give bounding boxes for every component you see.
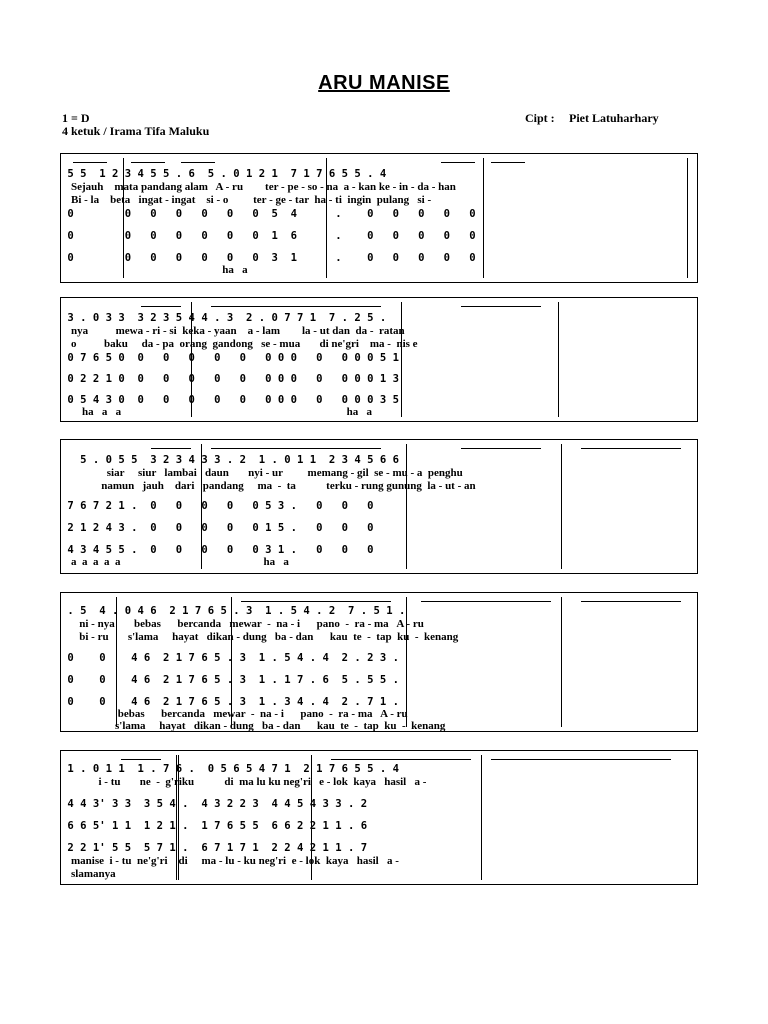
harmony-row: 0 0 4 6 2 1 7 6 5 . 3 1 . 1 7 . 6 5 . 5 5 . <box>61 674 400 686</box>
melody-row: . 5 4 . 0 4 6 2 1 7 6 5 . 3 1 . 5 4 . 2 7 . 5 1 . <box>61 605 406 617</box>
score-system-1 <box>60 153 698 283</box>
beam-line <box>131 162 165 163</box>
harmony-row: 7 6 7 2 1 . 0 0 0 0 0 5 3 . 0 0 0 <box>61 500 374 512</box>
beam-line <box>491 759 671 760</box>
lyric-row: s'lama hayat dikan - dung ba - dan kau te - tap ku - kenang <box>71 720 446 732</box>
lyric-row: Sejauh mata pandang alam A - ru ter - pe - so - na a - kan ke - in - da - han <box>71 181 456 193</box>
meter-info: 4 ketuk / Irama Tifa Maluku <box>62 124 210 138</box>
beam-line <box>491 162 525 163</box>
song-title: ARU MANISE <box>318 72 450 94</box>
lyric-row: o baku da - pa orang gandong se - mua di ne'gri ma - nis e <box>71 338 418 350</box>
beam-line <box>73 162 107 163</box>
lyric-row: ni - nya bebas bercanda mewar - na - i pano - ra - ma A - ru <box>71 618 424 630</box>
melody-row: 1 . 0 1 1 1 . 7 6 . 0 5 6 5 4 7 1 2 1 7 6 5 5 . 4 <box>61 763 400 775</box>
melody-row: 5 . 0 5 5 3 2 3 4 3 3 . 2 1 . 0 1 1 2 3 4 5 6 6 <box>61 454 400 466</box>
beam-line <box>441 162 475 163</box>
beam-line <box>181 162 215 163</box>
score-system-3 <box>60 439 698 574</box>
harmony-row: 0 5 4 3 0 0 0 0 0 0 0 0 0 0 0 0 0 3 5 <box>61 394 400 406</box>
lyric-row: bebas bercanda mewar - na - i pano - ra - ma A - ru <box>71 708 408 720</box>
harmony-row: 2 2 1' 5 5 5 7 1 . 6 7 1 7 1 2 2 4 2 1 1 . 7 <box>61 842 368 854</box>
score-system-5 <box>60 750 698 885</box>
beam-line <box>461 306 541 307</box>
composer-label: Cipt : <box>525 111 555 125</box>
beam-line <box>211 306 381 307</box>
harmony-row: 2 1 2 4 3 . 0 0 0 0 0 1 5 . 0 0 0 <box>61 522 374 534</box>
beam-line <box>581 448 681 449</box>
melody-row: 5 5 1 2 3 4 5 5 . 6 5 . 0 1 2 1 7 1 7 6 5 5 . 4 <box>61 168 387 180</box>
lyric-row: nya mewa - ri - si keka - yaan a - lam la - ut dan da - ratan <box>71 325 405 337</box>
lyric-row: i - tu ne - g'riku di ma lu ku neg'ri e - lok kaya hasil a - <box>71 776 427 788</box>
harmony-row: 0 0 0 0 0 0 0 5 4 . 0 0 0 0 0 <box>61 208 476 220</box>
harmony-row: 0 0 4 6 2 1 7 6 5 . 3 1 . 5 4 . 4 2 . 2 3 . <box>61 652 400 664</box>
harmony-row: 0 0 4 6 2 1 7 6 5 . 3 1 . 3 4 . 4 2 . 7 1 . <box>61 696 400 708</box>
composer-name: Piet Latuharhary <box>569 111 659 125</box>
harmony-row: 4 3 4 5 5 . 0 0 0 0 0 3 1 . 0 0 0 <box>61 544 374 556</box>
key-signature: 1 = D <box>62 111 90 125</box>
lyric-row: a a a a a ha a <box>71 556 289 568</box>
lyric-row: siar siur lambai daun nyi - ur memang - gil se - mu - a penghu <box>71 467 463 479</box>
score-system-4 <box>60 592 698 732</box>
harmony-row: 0 0 0 0 0 0 0 1 6 . 0 0 0 0 0 <box>61 230 476 242</box>
beam-line <box>461 448 541 449</box>
beam-line <box>241 601 391 602</box>
beam-line <box>331 759 471 760</box>
lyric-row: manise i - tu ne'g'ri di ma - lu - ku neg'ri e - lok kaya hasil a - <box>71 855 399 867</box>
lyric-row: Bi - la beta ingat - ingat si - o ter - ge - tar ha - ti ingin pulang si - <box>71 194 432 206</box>
lyric-row: namun jauh dari pandang ma - ta terku - rung gunung la - ut - an <box>71 480 476 492</box>
harmony-row: 6 6 5' 1 1 1 2 1 . 1 7 6 5 5 6 6 2 2 1 1 . 6 <box>61 820 368 832</box>
melody-row: 3 . 0 3 3 3 2 3 5 4 4 . 3 2 . 0 7 7 1 7 . 2 5 . <box>61 312 387 324</box>
lyric-row: ha a <box>71 264 248 276</box>
lyric-row: slamanya <box>71 868 116 880</box>
beam-line <box>581 601 681 602</box>
beam-line <box>211 448 381 449</box>
harmony-row: 4 4 3' 3 3 3 5 4 . 4 3 2 2 3 4 4 5 4 3 3 . 2 <box>61 798 368 810</box>
harmony-row: 0 7 6 5 0 0 0 0 0 0 0 0 0 0 0 0 0 5 1 <box>61 352 400 364</box>
harmony-row: 0 2 2 1 0 0 0 0 0 0 0 0 0 0 0 0 0 1 3 <box>61 373 400 385</box>
beam-line <box>141 306 181 307</box>
score-system-2 <box>60 297 698 422</box>
beam-line <box>121 759 161 760</box>
harmony-row: 0 0 0 0 0 0 0 3 1 . 0 0 0 0 0 <box>61 252 476 264</box>
lyric-row: ha a a ha a <box>71 406 372 418</box>
lyric-row: bi - ru s'lama hayat dikan - dung ba - dan kau te - tap ku - kenang <box>71 631 459 643</box>
beam-line <box>151 448 191 449</box>
beam-line <box>421 601 551 602</box>
